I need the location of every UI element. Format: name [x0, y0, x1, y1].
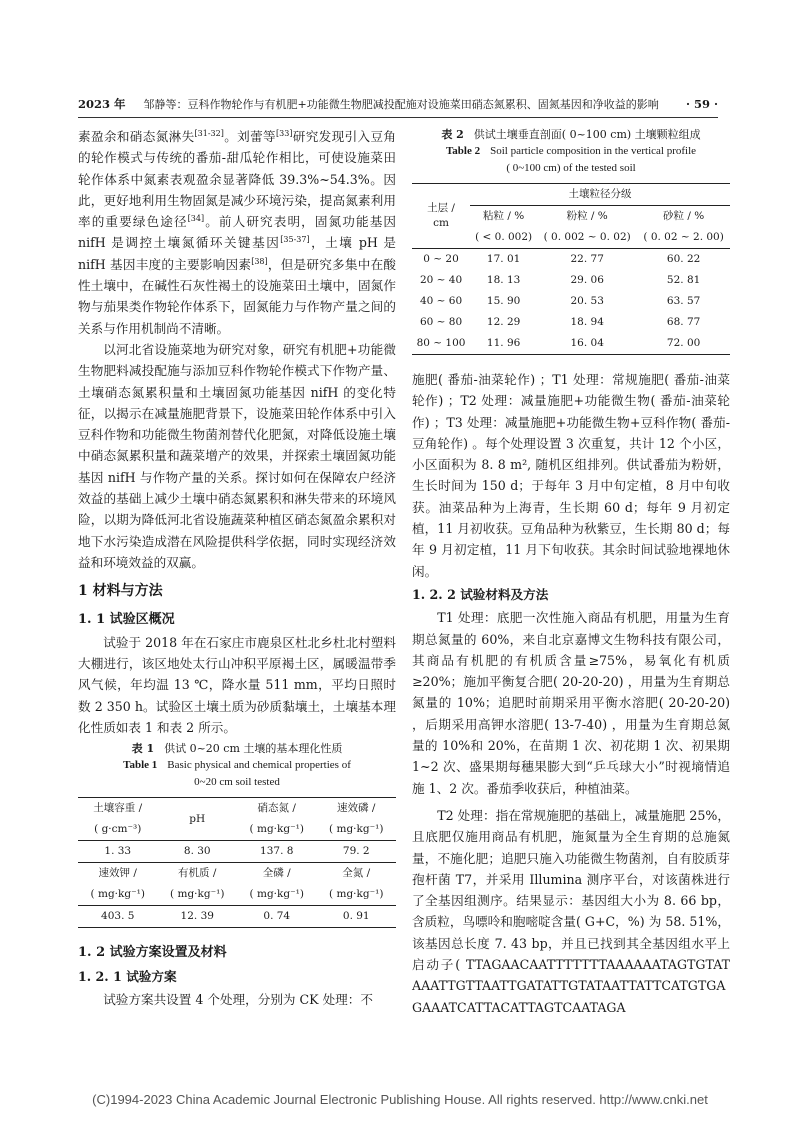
- table-title: 供试土壤垂直剖面( 0~100 cm) 土壤颗粒组成: [473, 128, 701, 141]
- text: ，土壤 pH 是 nifH 基因丰度的主要影响因素: [78, 235, 396, 272]
- table-unit: ( mg·kg⁻¹): [170, 888, 225, 901]
- table-group-header: 土壤粒径分级: [470, 184, 730, 206]
- table-cell: 60. 22: [637, 249, 730, 271]
- table-cell: 63. 57: [666, 295, 701, 307]
- table-unit: ( g·cm⁻³): [94, 823, 142, 836]
- text: 。刘蕾等: [223, 129, 277, 144]
- table-cell: 12. 29: [486, 316, 521, 328]
- table-cell: 0. 74: [237, 906, 317, 928]
- table-unit: ( mg·kg⁻¹): [249, 823, 304, 836]
- paragraph-t2: T2 处理：指在常规施肥的基础上，减量施肥 25%，且底肥仅施用商品有机肥，施氮量为全生育期的总施氮量，不施化肥；追肥只施入功能微生物菌剂，自有胶质芽孢杆菌 T7，并采用 Illumina 测序平台，对该菌株进行了全基因组测序。结果显示：基因组大小为 8. 66 bp，含质粒，鸟嘌呤和胞嘧啶含量( G+C，%) 为 58. 51%，该基因总长度 7. 43 bp，并且已找到其全基因组水平上启动子( TTAGAACAATTTTTTTAAAAAATAGTGTATAAATTGTTAATTGATATTGTATAATTATTCATGTGAGAAATCATTACATTAGTCAATAGA: [412, 807, 730, 1015]
- table-header: 土壤容重 /: [78, 798, 158, 820]
- table-unit: ( 0. 02 ~ 2. 00): [643, 231, 724, 243]
- table-cell: 20. 53: [570, 295, 604, 307]
- table-cell: 60 ~ 80: [419, 316, 463, 328]
- table-cell: 12. 39: [158, 906, 238, 928]
- paragraph-intro-1: [78, 126, 396, 339]
- table-header: 砂粒 / %: [663, 210, 705, 222]
- running-title: 邹静等：豆科作物轮作与有机肥+功能微生物肥减投配施对设施菜田硝态氮累积、固氮基因和净收益的影响: [143, 98, 659, 111]
- table-header: pH: [158, 798, 238, 841]
- table-header: 粘粒 / %: [483, 210, 525, 222]
- table-header: 粉粒 / %: [566, 210, 608, 222]
- subsubsection-heading: 1. 2. 1 试验方案: [78, 968, 177, 984]
- table-cell: 40 ~ 60: [419, 295, 463, 307]
- text: 研究发现引入豆角的轮作模式与传统的番茄-甜瓜轮作相比，可使设施菜田轮作体系中氮素表观盈余显著降低 39.3%~54.3%。因此，更好地利用生物固氮是减少环境污染，提高氮素利用率的重要绿色途径: [78, 129, 397, 230]
- table-number: 表 2: [441, 128, 464, 141]
- table-unit: cm: [433, 217, 449, 229]
- journal-year: 2023 年: [78, 97, 126, 111]
- citation: [33]: [276, 128, 293, 138]
- table-cell: 403. 5: [78, 906, 158, 928]
- layer-header-cell: [412, 184, 470, 249]
- table-header: 全氮 /: [317, 863, 397, 885]
- citation: [34]: [187, 214, 205, 223]
- section-heading: 1 材料与方法: [78, 583, 163, 600]
- table-cell: 68. 77: [666, 316, 701, 328]
- table-cell: 18. 13: [486, 274, 521, 286]
- citation: [35-37]: [280, 235, 310, 245]
- table-header: 全磷 /: [237, 863, 317, 885]
- subsubsection-heading: 1. 2. 2 试验材料及方法: [412, 586, 549, 602]
- table-cell: 1. 33: [78, 841, 158, 863]
- table-cell: 17. 01: [470, 249, 537, 271]
- table-header: 硝态氮 /: [237, 798, 317, 820]
- table-cell: 137. 8: [237, 841, 317, 863]
- table-cell: 20 ~ 40: [419, 274, 463, 286]
- table-row: [412, 249, 730, 271]
- subsection-heading: 1. 2 试验方案设置及材料: [78, 945, 227, 961]
- table-row: [412, 291, 730, 312]
- table-number: 表 1: [131, 742, 155, 756]
- citation: [31-32]: [194, 128, 224, 138]
- table-number-en: Table 2: [445, 145, 481, 157]
- right-column: [412, 126, 730, 1018]
- running-header: [78, 96, 718, 118]
- table-title-en-2: ( 0~100 cm) of the tested soil: [506, 162, 636, 174]
- table1-caption: [78, 740, 396, 791]
- page-number: · 59 ·: [685, 97, 718, 111]
- text: 素盈余和硝态氮淋失: [78, 129, 195, 144]
- table-title-en-2: 0~20 cm soil tested: [194, 776, 280, 789]
- table-cell: 0. 91: [317, 906, 397, 928]
- table-row: [412, 312, 730, 333]
- table-cell: 52. 81: [666, 274, 701, 286]
- table-row: [412, 333, 730, 355]
- table-cell: 79. 2: [317, 841, 397, 863]
- citation: [38]: [251, 256, 268, 266]
- table-cell: 11. 96: [470, 333, 537, 355]
- table-unit: ( mg·kg⁻¹): [90, 888, 145, 901]
- table-cell: 18. 94: [570, 316, 604, 328]
- paragraph-design: 试验方案共设置 4 个处理，分别为 CK 处理：不: [103, 991, 373, 1007]
- copyright-footer: (C)1994-2023 China Academic Journal Electronic Publishing House. All rights reserved. http://www.cnki.net: [92, 1092, 708, 1107]
- table-unit: ( mg·kg⁻¹): [329, 823, 384, 836]
- table-title-en: Basic physical and chemical properties of: [167, 759, 351, 772]
- table-cell: 80 ~ 100: [412, 333, 470, 355]
- paragraph-t1: T1 处理：底肥一次性施入商品有机肥，用量为生育期总氮量的 60%，来自北京嘉博文生物科技有限公司，其商品有机肥的有机质含量≥75%，易氧化有机质≥20%；施加平衡复合肥( 20-20-20) ，用量为生育期总氮量的 10%；追肥时前期采用平衡水溶肥( 20-20-20) ，后期采用高钾水溶肥( 13-7-40) ，用量为生育期总氮量的 10%和 20%，在苗期 1 次、初花期 1 次、初果期 1~2 次、盛果期每穗果膨大到“乒乓球大小”时视墒情追施 1、2 次。番茄季收获后，种植油菜。: [412, 610, 730, 796]
- paragraph-site: 试验于 2018 年在石家庄市鹿泉区杜北乡杜北村塑料大棚进行，该区地处太行山冲积平原褐土区，属暖温带季风气候，年均温 13 ℃，降水量 511 mm，平均日照时数 2 350 h。试验区土壤土质为砂质黏壤土，土壤基本理化性质如表 1 和表 2 所示。: [78, 634, 396, 736]
- subsection-heading: 1. 1 试验区概况: [78, 611, 175, 627]
- table-cell: 22. 77: [537, 249, 637, 271]
- table-cell: 15. 90: [486, 295, 521, 307]
- table-header: 速效磷 /: [317, 798, 397, 820]
- table-row: [412, 270, 730, 291]
- table-cell: 16. 04: [537, 333, 637, 355]
- table-unit: ( 0. 002 ~ 0. 02): [543, 231, 631, 243]
- table-unit: ( mg·kg⁻¹): [249, 888, 304, 901]
- text: ，但是研究多集中在酸性土壤中，在碱性石灰性褐土的设施菜田土壤中，固氮作物与茄果类作物轮作体系下，固氮能力与作物产量之间的关系与作用机制尚不清晰。: [78, 256, 396, 336]
- table-title: 供试 0~20 cm 土壤的基本理化性质: [164, 742, 343, 756]
- table2-caption: [412, 126, 730, 177]
- table-header: 速效钾 /: [78, 863, 158, 885]
- text: 。前人研究表明，固氮功能基因 nifH 是调控土壤氮循环关键基因: [78, 214, 397, 251]
- table-unit: ( mg·kg⁻¹): [329, 888, 384, 901]
- table-title-en: Soil particle composition in the vertical profile: [490, 145, 697, 157]
- table-cell: 29. 06: [570, 274, 604, 286]
- left-column: [78, 126, 396, 1010]
- table-cell: 8. 30: [158, 841, 238, 863]
- table-header: 土层 /: [427, 202, 455, 214]
- paragraph-treatments: 施肥( 番茄-油菜轮作) ；T1 处理：常规施肥( 番茄-油菜轮作) ；T2 处理：减量施肥+功能微生物( 番茄-油菜轮作) ；T3 处理：减量施肥+功能微生物+豆科作物( 番茄-豆角轮作) 。每个处理设置 3 次重复，共计 12 个小区，小区面积为 8. 8 m², 随机区组排列。供试番茄为粉妍，生长时间为 150 d；于每年 3 月中旬定植，8 月中旬收获。油菜品种为上海青，生长期 60 d；每年 9 月初定植，11 月初收获。豆角品种为秋紫豆，生长期 80 d；每年 9 月初定植，11 月下旬收获。其余时间试验地裸地休闲。: [412, 372, 730, 579]
- table-header: 有机质 /: [158, 863, 238, 885]
- table-unit: ( < 0. 002): [475, 231, 533, 243]
- paragraph-objective: 以河北省设施菜地为研究对象，研究有机肥+功能微生物肥料减投配施与添加豆科作物轮作模式下作物产量、土壤硝态氮累积量和土壤固氮功能基因 nifH 的变化特征，以揭示在减量施肥背景下，设施菜田轮作体系中引入豆科作物和功能微生物菌剂替代化肥氮，对降低设施土壤中硝态氮累积量和蔬菜增产的效果，并探索土壤固氮功能基因 nifH 与作物产量的关系。探讨如何在保障农户经济效益的基础上减少土壤中硝态氮累积和淋失带来的环境风险，以期为降低河北省设施蔬菜种植区硝态氮盈余累积对地下水污染造成潜在风险提供科学依据，同时实现经济效益和环境效益的双赢。: [78, 341, 396, 570]
- table1: [78, 797, 396, 928]
- table-cell: 72. 00: [637, 333, 730, 355]
- table-cell: 0 ~ 20: [412, 249, 470, 271]
- table-number-en: Table 1: [123, 759, 158, 772]
- table2: [412, 183, 730, 355]
